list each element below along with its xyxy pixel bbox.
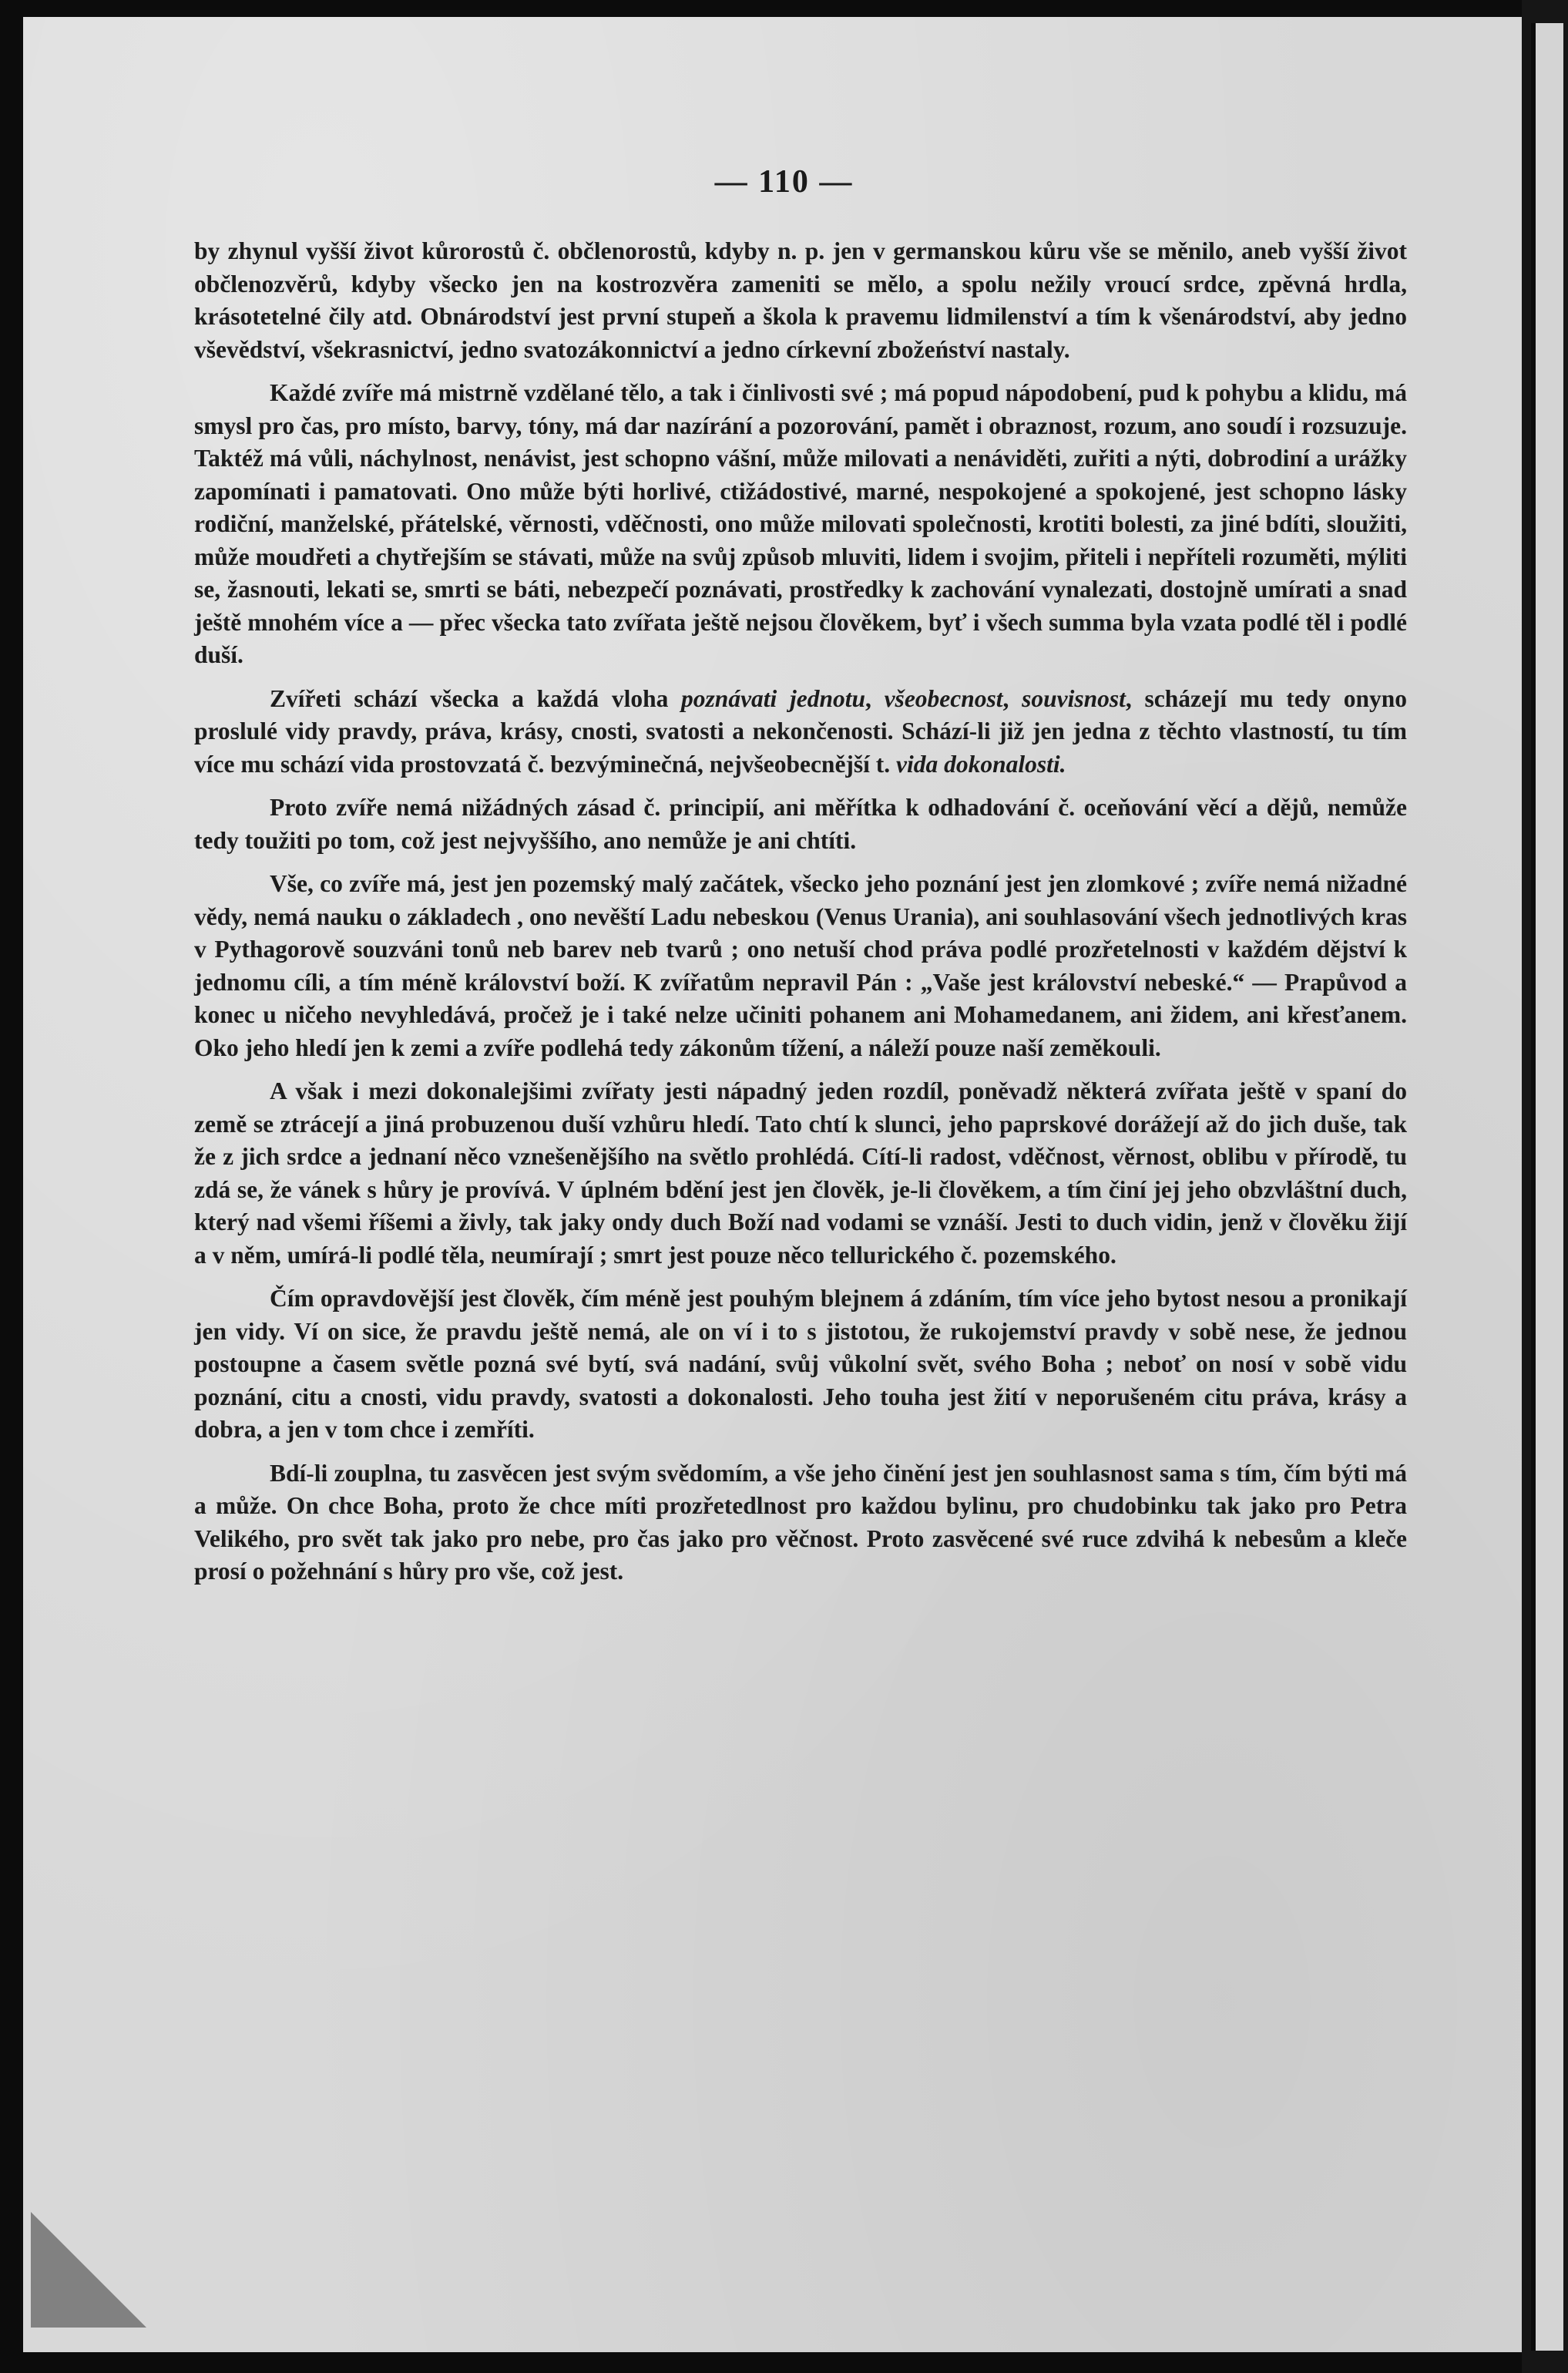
italic-text-segment: souvisnost [1022, 684, 1126, 712]
text-segment: A však i mezi dokonalejšimi zvířaty jesti nápadný jeden rozdíl, poněvadž některá zvířata ještě v spaní do země se ztrácejí a jiná probuzenou duší vzhůru hledí. Tato chtí k slunci, jeho paprskové dorážejí až do jich duše, tak že z jich srdce a jednaní něco vznešenějšího na světlo prohlédá. Cítí-li radost, vděčnost, věrnost, oblibu v přírodě, tu zdá se, že vánek s hůry je provívá. V úplném bdění jest jen člověk, je-li člověkem, a tím činí jej jeho obzvláštní duch, který nad všemi říšemi a živly, tak jaky ondy duch Boží nad vodami se vznáší. Jesti to duch vidin, jenž v člověku žijí a v něm, umírá-li podlé těla, neumírají ; smrt jest pouze něco tellurického č. pozemského. [194, 1077, 1407, 1269]
paragraph [194, 235, 1407, 366]
paragraph [194, 1282, 1407, 1447]
text-column [194, 235, 1407, 1599]
scan-border-right [1522, 0, 1568, 2373]
paragraph [194, 1075, 1407, 1272]
text-segment: Každé zvíře má mistrně vzdělané tělo, a tak i činlivosti své ; má popud nápodobení, pud k pohybu a klidu, má smysl pro čas, pro místo, barvy, tóny, má dar nazírání a pozorování, pamět i obraznost, rozum, ano soudí i rozsuzuje. Taktéž má vůli, náchylnost, nenávist, jest schopno vášní, může milovati a nenáviděti, zuřiti a nýti, dobrodiní a urážky zapomínati i pamatovati. Ono může býti horlivé, ctižádostivé, marné, nespokojené a spokojené, jest schopno lásky rodiční, manželské, přátelské, věrnosti, vděčnosti, ono může milovati společnosti, krotiti bolesti, za jiné bdíti, sloužiti, může moudřeti a chytřejším se stávati, může na svůj způsob mluviti, lidem i svojim, přiteli i nepříteli rozuměti, mýliti se, žasnouti, lekati se, smrti se báti, nebezpečí poznávati, prostředky k zachování vynalezati, dostojně umírati a snad ještě mnohém více a — přec všecka tato zvířata ještě nejsou člověkem, byť i všech summa byla vzata podlé těl i podlé duší. [194, 379, 1407, 668]
text-segment: Proto zvíře nemá nižádných zásad č. principií, ani měřítka k odhadování č. oceňování věcí a dějů, nemůže tedy toužiti po tom, což jest nejvyššího, ano nemůže je ani chtíti. [194, 794, 1407, 854]
text-segment: Čím opravdovější jest člověk, čím méně jest pouhým blejnem á zdáním, tím více jeho bytost nesou a pronikají jen vidy. Ví on sice, že pravdu ještě nemá, ale on ví i to s jistotou, že rukojemství pravdy v sobě nese, že jednou postoupne a časem světle pozná své bytí, svá nadání, svůj vůkolní svět, svého Boha ; neboť on nosí v sobě vidu poznání, citu a cnosti, vidu pravdy, svatosti a dokonalosti. Jeho touha jest žití v neporušeném citu práva, krásy a dobra, a jen v tom chce i zemříti. [194, 1285, 1407, 1443]
page-corner-shadow [31, 2212, 146, 2328]
paragraph [194, 1457, 1407, 1588]
italic-text-segment: poznávati jednotu [681, 684, 866, 712]
italic-text-segment: vida dokonalosti. [896, 750, 1066, 778]
text-segment: by zhynul vyšší život kůrorostů č. občlenorostů, kdyby n. p. jen v germanskou kůru vše se měnilo, aneb vyšší život občlenozvěrů, kdyby všecko jen na kostrozvěra zameniti se mělo, a spolu nežily vroucí srdce, zpěvná hrdla, krásotetelné čily atd. Obnárodství jest první stupeň a škola k pravemu lidmilenství a tím k všenárodství, aby jedno vševědství, všekrasnictví, jedno svatozákonnictví a jedno církevní zbožeńství nastaly. [194, 237, 1407, 363]
text-segment: , [865, 684, 885, 712]
text-segment: Zvířeti schází všecka a každá vloha [270, 684, 682, 712]
paragraph [194, 868, 1407, 1064]
text-segment: , scházejí mu tedy onyno proslulé vidy pravdy, práva, krásy, cnosti, svatosti a nekončenosti. Schází-li již jen jedna z těchto vlastností, tu tím více mu schází vida prostovzatá č. bezvýminečná, nejvšeobecnější t. [194, 684, 1408, 778]
text-segment: Vše, co zvíře má, jest jen pozemský malý začátek, všecko jeho poznání jest jen zlomkové ; zvíře nemá nižadné vědy, nemá nauku o základech , ono nevěští Ladu nebeskou (Venus Urania), ani souhlasování všech jednotlivých kras v Pythagorově souzváni tonů neb barev neb tvarů ; ono netuší chod práva podlé prozřetelnosti v každém dějství k jednomu cíli, a tím méně království boží. K zvířatům nepravil Pán : „Vaše jest království nebeské.“ — Prapůvod a konec u ničeho nevyhledává, pročež je i také nelze učiniti pohanem ani Mohamedanem, ani židem, ani křesťanem. Oko jeho hledí jen k zemi a zvíře podlehá tedy zákonům tížení, a náleží pouze naší zeměkouli. [194, 870, 1407, 1061]
text-segment: , [1002, 684, 1022, 712]
italic-text-segment: všeobecnost [884, 684, 1003, 712]
paragraph [194, 792, 1407, 857]
next-page-edge [1531, 23, 1563, 2351]
paragraph [194, 683, 1407, 781]
paragraph [194, 377, 1407, 672]
text-segment: Bdí-li zouplna, tu zasvěcen jest svým svědomím, a vše jeho činění jest jen souhlasnost sama s tím, čím býti má a může. On chce Boha, proto že chce míti prozřetedlnost pro každou bylinu, pro chudobinku tak jako pro Petra Velikého, pro svět tak jako pro nebe, pro čas jako pro věčnost. Proto zasvěcené své ruce zdvihá k nebesům a kleče prosí o požehnání s hůry pro vše, což jest. [194, 1459, 1407, 1585]
page-number: — 110 — [714, 164, 854, 200]
